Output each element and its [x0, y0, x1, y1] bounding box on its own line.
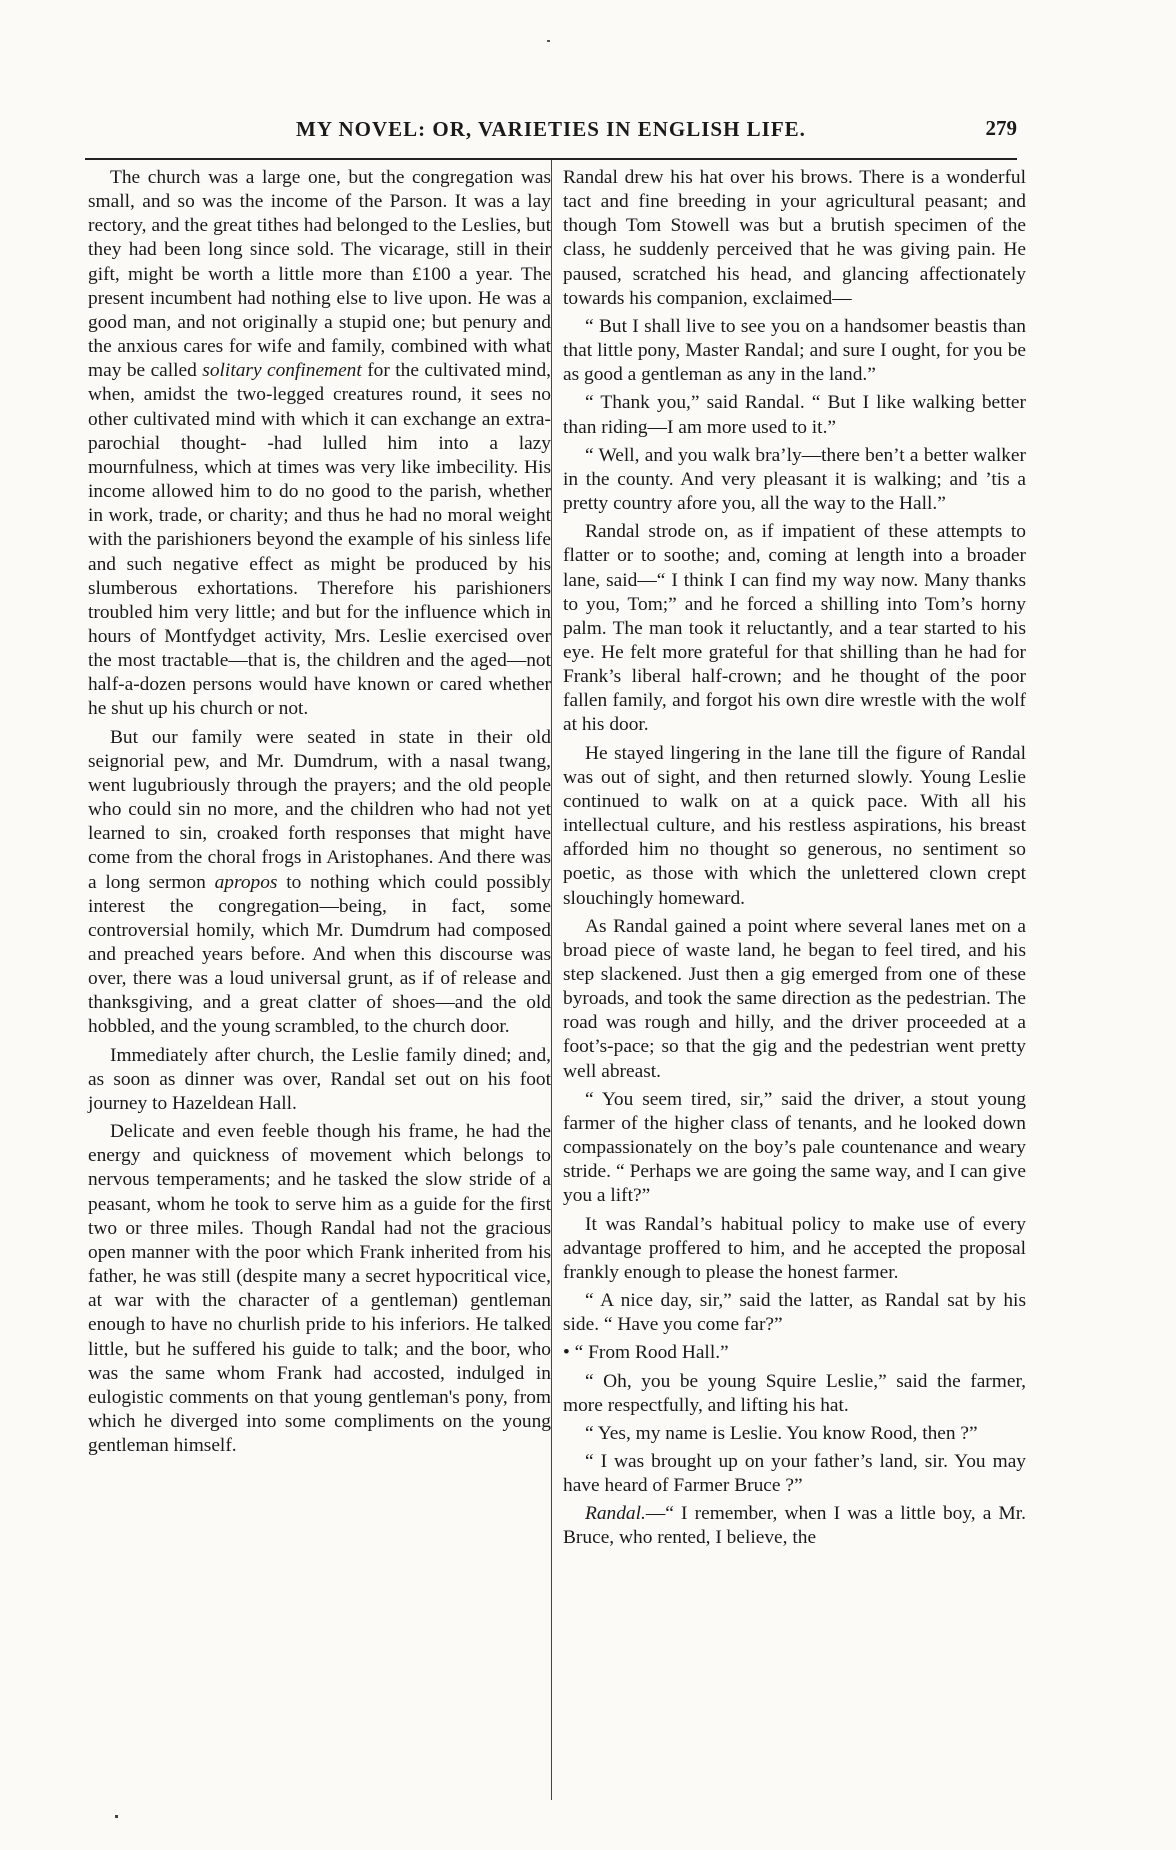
paragraph: • “ From Rood Hall.” — [563, 1342, 729, 1364]
paragraph: “ But I shall live to see you on a handsomer beastis than that little pony, Master Randal; and sure I ought, for you be as good a gentleman as any in the land.” — [563, 315, 1026, 386]
page-header — [85, 112, 1017, 146]
paragraph: He stayed lingering in the lane till the figure of Randal was out of sight, and then returned slowly. Young Leslie continued to walk on at a quick pace. With all his intellectual culture, and his restless aspirations, his breast afforded him no thought so generous, no sentiment so poetic, as those with which the unlettered clown crept slouchingly homeward. — [563, 742, 1026, 909]
paragraph: “ Oh, you be young Squire Leslie,” said the farmer, more respectfully, and lifting his hat. — [563, 1370, 1026, 1416]
paragraph: Randal drew his hat over his brows. There is a wonderful tact and fine breeding in your agricultural peasant; and though Tom Stowell was but a brutish specimen of the class, he suddenly perceived that he was giving pain. He paused, scratched his head, and glancing affectionately towards his companion, exclaimed— — [563, 167, 1026, 309]
paragraph: As Randal gained a point where several lanes met on a broad piece of waste land, he began to feel tired, and his step slackened. Just then a gig emerged from one of these byroads, and took the same direction as the pedestrian. The road was rough and hilly, and the driver proceeded at a foot’s-pace; so that the gig and the pedestrian went pretty well abreast. — [563, 915, 1026, 1082]
paragraph: “ I was brought up on your father’s land, sir. You may have heard of Farmer Bruce ?” — [563, 1450, 1026, 1497]
page-number: 279 — [985, 116, 1017, 140]
right-column — [563, 166, 1026, 1551]
paragraph: Immediately after church, the Leslie family dined; and, as soon as dinner was over, Randal set out on his foot journey to Hazeldean Hall. — [88, 1044, 551, 1114]
paragraph: But our family were seated in state in their old seignorial pew, and Mr. Dumdrum, with a nasal twang, went lugubriously through the prayers; and the old people who could sin no more, and the children who had not yet learned to sin, croaked forth responses that might have come from the choral frogs in Aristophanes. And there was a long sermon apropos to nothing which could possibly interest the congregation—being, in fact, some controversial homily, which Mr. Dumdrum had composed and preached years before. And when this discourse was over, there was a loud universal grunt, as if of release and thanksgiving, and a great clatter of shoes—and the old hobbled, and the young scrambled, to the church door. — [88, 726, 551, 1038]
ink-speck — [115, 1815, 118, 1818]
paragraph: “ Well, and you walk bra’ly—there ben’t a better walker in the county. And very pleasant it is walking; and ’tis a pretty country afore you, all the way to the Hall.” — [563, 444, 1026, 515]
paragraph: “ A nice day, sir,” said the latter, as Randal sat by his side. “ Have you come far?” — [563, 1290, 1026, 1336]
paragraph: It was Randal’s habitual policy to make use of every advantage proffered to him, and he accepted the proposal frankly enough to please the honest farmer. — [563, 1213, 1026, 1283]
paragraph: “ Yes, my name is Leslie. You know Rood, then ?” — [585, 1422, 978, 1444]
paragraph: “ You seem tired, sir,” said the driver, a stout young farmer of the higher class of tenants, and he looked down compassionately on the boy’s pale countenance and weary stride. “ Perhaps we are going the same way, and I can give you a lift?” — [563, 1088, 1026, 1207]
paragraph: Randal.—“ I remember, when I was a little boy, a Mr. Bruce, who rented, I believe, the — [563, 1503, 1026, 1549]
running-title: MY NOVEL: OR, VARIETIES IN ENGLISH LIFE. — [296, 116, 806, 141]
paragraph: Delicate and even feeble though his frame, he had the energy and quickness of movement which belongs to nervous temperaments; and he tasked the slow stride of a peasant, whom he took to serve him as a guide for the first two or three miles. Though Randal had not the gracious open manner with the poor which Frank inherited from his father, he was still (despite many a secret hypocritical vice, at war with the character of a gentleman) gentleman enough to have no churlish pride to his inferiors. He talked little, but he suffered his guide to talk; and the boor, who was the same whom Frank had accosted, indulged in eulogistic comments on that young gentleman's pony, from which he diverged into some compliments on the young gentleman himself. — [88, 1121, 551, 1457]
left-column — [88, 166, 551, 1458]
paragraph: Randal strode on, as if impatient of these attempts to flatter or to soothe; and, coming at length into a broader lane, said—“ I think I can find my way now. Many thanks to you, Tom;” and he forced a shilling into Tom’s horny palm. The man took it reluctantly, and a tear started to his eye. He felt more grateful for that shilling than he had for Frank’s liberal half-crown; and he thought of the poor fallen family, and forgot his own dire wrestle with the wolf at his door. — [563, 521, 1026, 736]
paragraph: “ Thank you,” said Randal. “ But I like walking better than riding—I am more used to it.” — [563, 392, 1026, 438]
column-divider — [551, 160, 552, 1800]
ink-speck — [547, 40, 550, 42]
paragraph: The church was a large one, but the congregation was small, and so was the income of the Parson. It was a lay rectory, and the great tithes had belonged to the Leslies, but they had been long since sold. The vicarage, still in their gift, might be worth a little more than £100 a year. The present incumbent had nothing else to live upon. He was a good man, and not originally a stupid one; but penury and the anxious cares for wife and family, combined with what may be called solitary confinement for the cultivated mind, when, amidst the two-legged creatures round, it sees no other cultivated mind with which it can exchange an extra-parochial thought- -had lulled him into a lazy mournfulness, which at times was very like imbecility. His income allowed him to do no good to the parish, whether in work, trade, or charity; and thus he had no moral weight with the parishioners beyond the example of his sinless life and such negative effect as might be produced by his slumberous exhortations. Therefore his parishioners troubled him very little; and but for the influence which in hours of Montfydget activity, Mrs. Leslie exercised over the most tractable—that is, the children and the aged—not half-a-dozen persons would have known or cared whether he shut up his church or not. — [88, 167, 551, 720]
